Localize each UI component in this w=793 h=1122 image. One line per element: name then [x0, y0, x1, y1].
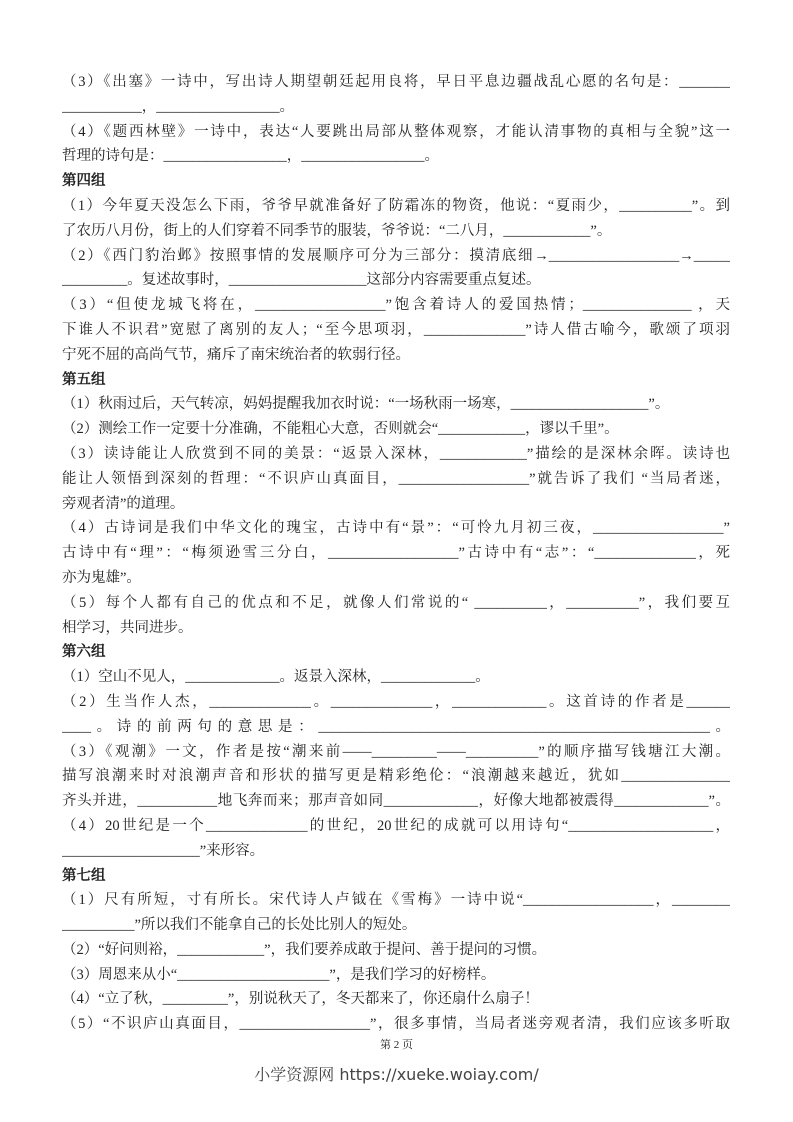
question-line: （2）测绘工作一定要十分准确，不能粗心大意，否则就会“____________，谬以千里”。 [62, 421, 619, 438]
question-line: 亦为鬼雄”。 [62, 569, 141, 586]
site-watermark: 小学资源网 https://xueke.woiay.com/ [254, 1065, 539, 1084]
question-line: （3）读诗能让人欣赏到不同的美景：“返景入深林，____________”描绘的是深林余晖。读诗也 [62, 445, 730, 462]
page-number: 第 2 页 [380, 1039, 413, 1051]
question-line: 下谁人不识君”宽慰了离别的友人；“至今思项羽，______________”诗人借古喻今，歌颂了项羽 [62, 321, 730, 338]
question-line: 哲理的诗句是：_________________，_________________。 [62, 148, 439, 165]
section-heading: 第六组 [62, 644, 106, 661]
question-line: ____。诗的前两句的意思是：______________________________________________________。 [62, 718, 730, 735]
question-line: 相学习，共同进步。 [62, 619, 193, 636]
question-line: ___________，_________________。 [62, 98, 294, 115]
question-line: ___________________”来形容。 [62, 842, 265, 859]
question-line: （2）生当作人杰，______________。______________，_____________。这首诗的作者是______ [62, 693, 730, 710]
worksheet-body [62, 70, 730, 1037]
question-line: （5）“不识庐山真面目，__________________”，很多事情，当局者迷旁观者清，我们应该多听取 [62, 1016, 730, 1033]
question-line: （4）20世纪是一个______________的世纪，20世纪的成就可以用诗句“____________________， [62, 817, 730, 834]
question-line: （3）《出塞》一诗中，写出诗人期望朝廷起用良将，早日平息边疆战乱心愿的名句是：_______ [62, 74, 730, 90]
question-line: 能让人领悟到深刻的哲理：“不识庐山真面目，__________________”就告诉了我们 “当局者迷， [62, 470, 730, 487]
section-heading: 第七组 [62, 867, 106, 884]
question-line: 古诗中有“理”：“梅须逊雪三分白，__________________”古诗中有“志”：“______________，死 [62, 545, 730, 562]
question-line: 齐头并进，___________地飞奔而来；那声音如同_____________，好像大地都被震得_____________”。 [62, 793, 730, 810]
question-line: （1）今年夏天没怎么下雨，爷爷早就准备好了防霜冻的物资，他说：“夏雨少，__________”。到 [62, 197, 730, 214]
question-line: （1）尺有所短，寸有所长。宋代诗人卢钺在《雪梅》一诗中说“__________________，________ [62, 892, 730, 909]
question-line: （3）《观潮》一文，作者是按“潮来前——_________——__________”的顺序描写钱塘江大潮。 [62, 743, 730, 760]
question-line: （2）《西门豹治邺》按照事情的发展顺序可分为三部分：摸清底细→__________________→_____ [62, 247, 730, 264]
question-line: （4）古诗词是我们中华文化的瑰宝，古诗中有“景”：“可怜九月初三夜，__________________” [62, 520, 730, 537]
question-line: _________。复述故事时，___________________这部分内容需要重点复述。 [62, 272, 541, 289]
question-line: 宁死不屈的高尚气节，痛斥了南宋统治者的软弱行径。 [62, 346, 410, 363]
section-heading: 第五组 [62, 371, 106, 388]
question-line: （4）《题西林壁》一诗中，表达“人要跳出局部从整体观察，才能认清事物的真相与全貌”这一 [62, 123, 730, 140]
question-line: （4）“立了秋，_________”，别说秋天了，冬天都来了，你还扇什么扇子！ [62, 991, 539, 1008]
question-line: （1）秋雨过后，天气转凉，妈妈提醒我加衣时说：“一场秋雨一场寒，___________________”。 [62, 396, 670, 413]
question-line: （3）“但使龙城飞将在，__________________”饱含着诗人的爱国热情；_______________ ，天 [62, 297, 730, 314]
question-line: 描写浪潮来时对浪潮声音和形状的描写更是精彩绝伦：“浪潮越来越近，犹如_______________ [62, 768, 730, 785]
question-line: 了农历八月份，街上的人们穿着不同季节的服装，爷爷说：“二八月，____________”。 [62, 222, 612, 239]
question-line: （1）空山不见人，_____________。返景入深林，_____________。 [62, 669, 490, 686]
question-line: __________”所以我们不能拿自己的长处比别人的短处。 [62, 917, 417, 934]
question-line: 旁观者清”的道理。 [62, 495, 185, 512]
question-line: （3）周恩来从小“_____________________”，是我们学习的好榜样。 [62, 966, 496, 983]
question-line: （2）“好问则裕，____________”，我们要养成敢于提问、善于提问的习惯。 [62, 941, 547, 958]
section-heading: 第四组 [62, 173, 106, 190]
question-line: （5）每个人都有自己的优点和不足，就像人们常说的“ __________，__________”，我们要互 [62, 594, 730, 611]
